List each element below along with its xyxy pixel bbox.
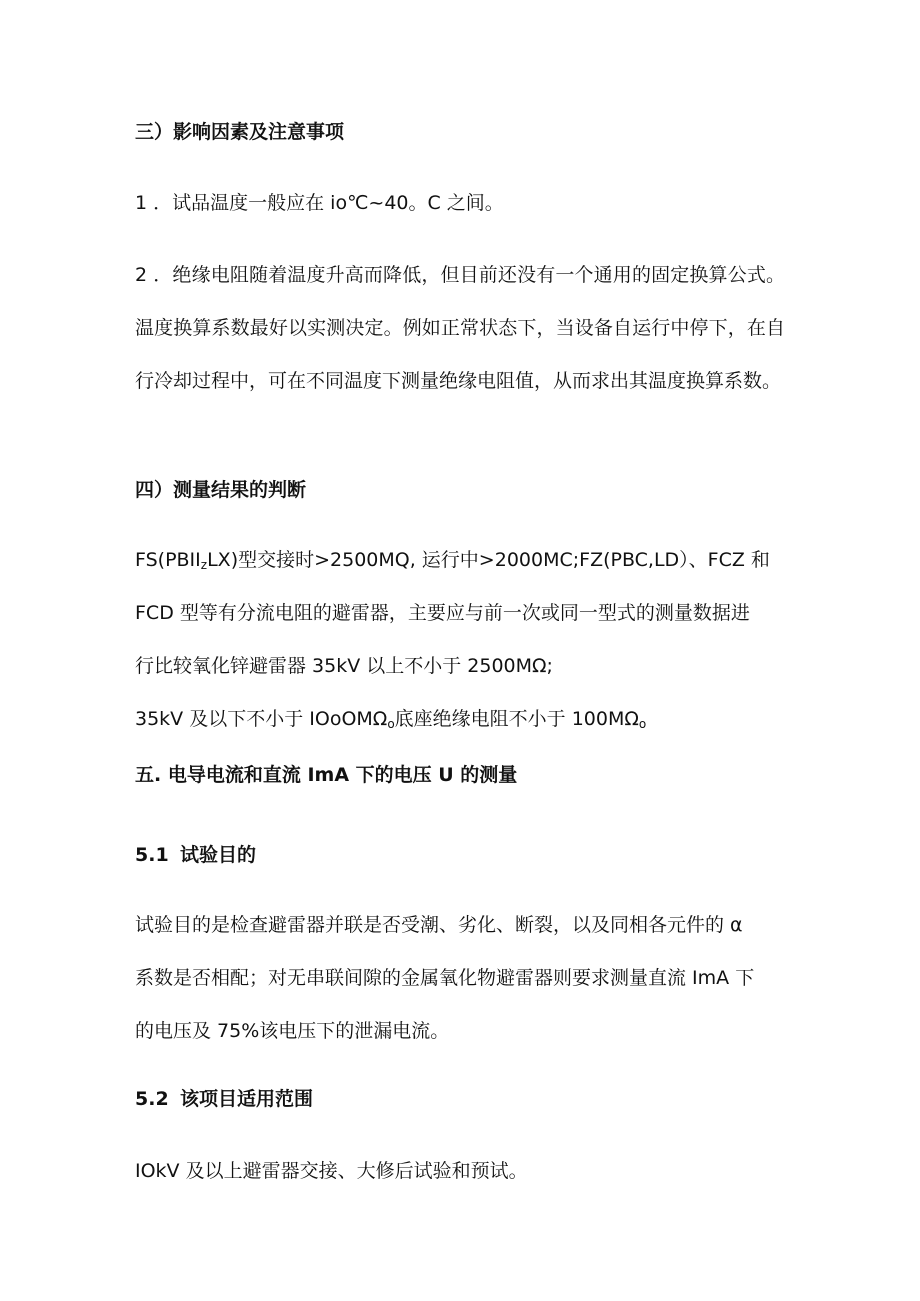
criteria-line-4 xyxy=(135,693,785,746)
paragraph-temperature-range: 1 ．试品温度一般应在 io℃~40。C 之间。 xyxy=(135,192,504,214)
criteria-line-1-b: LX)型交接时>2500MQ, 运行中>2000MC;FZ(PBC,LD）、FCZ 和 xyxy=(207,549,770,571)
section-title-5-1: 试验目的 xyxy=(180,844,257,866)
criteria-line-1-a: FS(PBII xyxy=(135,549,201,571)
section-title-5-2: 该项目适用范围 xyxy=(180,1088,314,1110)
heading-applicable-scope xyxy=(135,1073,785,1126)
heading-influence-factors: 三）影响因素及注意事项 xyxy=(135,121,345,143)
section-number-5-2: 5.2 xyxy=(135,1088,169,1110)
criteria-line-3: 行比较氧化锌避雷器 35kV 以上不小于 2500MΩ; xyxy=(135,655,553,677)
criteria-line-1-sub: z xyxy=(200,558,208,572)
purpose-line-1: 试验目的是检查避雷器并联是否受潮、劣化、断裂，以及同相各元件的 α xyxy=(135,914,743,936)
criteria-line-4-b: 底座绝缘电阻不小于 100MΩ xyxy=(394,708,639,730)
paragraph-applicable-scope: IOkV 及以上避雷器交接、大修后试验和预试。 xyxy=(135,1160,528,1182)
criteria-line-4-a: 35kV 及以下不小于 IOoOMΩ xyxy=(135,708,388,730)
criteria-line-1 xyxy=(135,534,785,587)
criteria-line-2: FCD 型等有分流电阻的避雷器，主要应与前一次或同一型式的测量数据进 xyxy=(135,602,750,624)
heading-result-judgement xyxy=(135,464,785,517)
purpose-line-2: 系数是否相配；对无串联间隙的金属氧化物避雷器则要求测量直流 ImA 下 xyxy=(135,967,755,989)
section-number-5-1: 5.1 xyxy=(135,844,169,866)
heading-test-purpose xyxy=(135,829,785,882)
paragraph-resistance-criteria xyxy=(135,534,785,746)
criteria-line-4-sub2: o xyxy=(638,717,647,731)
heading-result-judgement-text: 四）测量结果的判断 xyxy=(135,479,307,501)
heading-conductance-current: 五. 电导电流和直流 ImA 下的电压 U 的测量 xyxy=(135,764,518,786)
paragraph-test-purpose xyxy=(135,899,785,1058)
purpose-line-3: 的电压及 75%该电压下的泄漏电流。 xyxy=(135,1020,450,1042)
paragraph-temperature-conversion: 2 ．绝缘电阻随着温度升高而降低，但目前还没有一个通用的固定换算公式。温度换算系数最好以实测决定。例如正常状态下，当设备自运行中停下，在自行冷却过程中，可在不同温度下测量绝缘电阻值，从而求出其温度换算系数。 xyxy=(135,264,785,392)
criteria-line-4-sub1: o xyxy=(387,717,395,731)
